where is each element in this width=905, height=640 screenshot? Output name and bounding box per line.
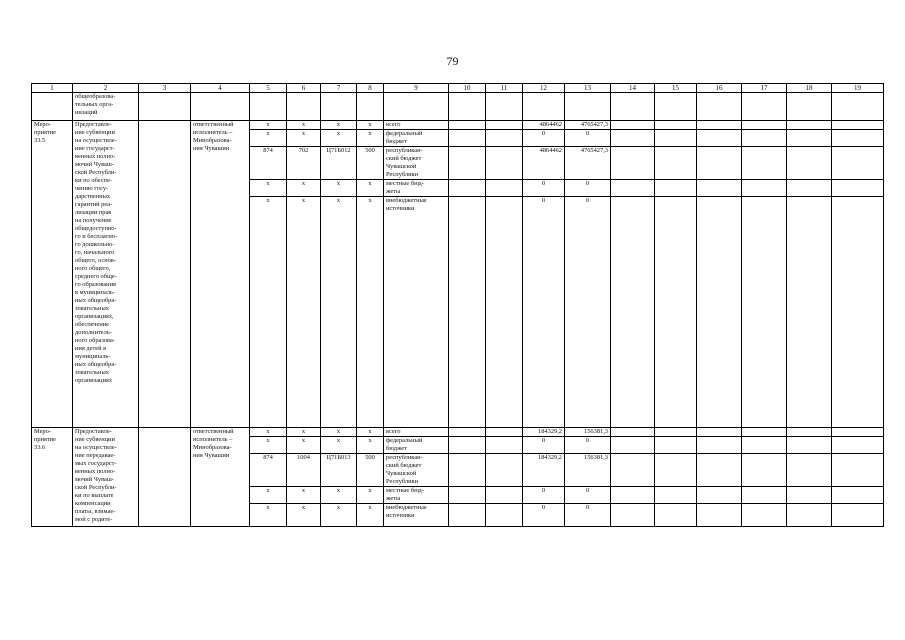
cell: x [250,121,287,130]
col-header: 13 [565,84,611,93]
cell: x [357,437,384,454]
col-header: 1 [32,84,73,93]
funding-source: внебюджетные источники [386,504,427,519]
table-row [32,121,884,130]
cell: 156381,3 [565,454,611,487]
cell: 4765427,3 [565,121,611,130]
cell: 0 [523,487,565,504]
cell: x [357,428,384,437]
cell: 500 [357,454,384,487]
table-row [32,428,884,437]
cell: 4864462 [523,147,565,180]
cell: 702 [287,147,321,180]
col-header: 4 [191,84,250,93]
col-header: 12 [523,84,565,93]
cell: 0 [523,504,565,527]
cell: 184329,2 [523,454,565,487]
cell: x [357,130,384,147]
cell: x [321,504,357,527]
cell: 0 [565,180,611,197]
measure-description: Предоставле- ние субвенции на осуществле- ние передавае- мых государст- венных полно- мочий Чуваш- ской Республи- ки по выплате компенсации платы, взимае- мой с родите- [75,428,117,523]
cell: x [321,197,357,428]
cell: 0 [523,197,565,428]
cell: x [287,437,321,454]
cell: 0 [565,130,611,147]
cell: x [321,428,357,437]
funding-source: местные бюд- жеты [386,180,424,195]
cell: 0 [565,197,611,428]
measure-code: Меро- приятие 33.6 [34,428,57,451]
cell: x [321,180,357,197]
cell: 500 [357,147,384,180]
cell: x [287,130,321,147]
cell: 184329,2 [523,428,565,437]
cell: x [357,197,384,428]
col-header: 3 [139,84,191,93]
cell: 874 [250,454,287,487]
cell: 156381,3 [565,428,611,437]
carry-text: общеобразова- тельных орга- низаций [75,93,116,116]
col-header: 17 [742,84,787,93]
cell: x [357,180,384,197]
funding-source: федеральный бюджет [386,130,423,145]
cell: x [250,504,287,527]
cell: x [250,487,287,504]
cell: x [250,437,287,454]
cell: x [321,130,357,147]
funding-source: внебюджетные источники [386,197,427,212]
program-table [31,83,884,527]
cell: x [287,180,321,197]
cell: 874 [250,147,287,180]
cell: x [287,428,321,437]
cell: x [321,487,357,504]
col-header: 15 [655,84,697,93]
col-header: 16 [697,84,742,93]
cell: 1004 [287,454,321,487]
cell: x [287,197,321,428]
col-header: 9 [384,84,449,93]
funding-source: республикан- ский бюджет Чувашской Республики [386,454,423,485]
col-header: 7 [321,84,357,93]
column-number-row [32,84,884,93]
cell: 4864462 [523,121,565,130]
funding-source: федеральный бюджет [386,437,423,452]
cell: 4765427,3 [565,147,611,180]
col-header: 6 [287,84,321,93]
cell: x [250,180,287,197]
cell: x [357,504,384,527]
col-header: 10 [449,84,486,93]
cell: x [357,121,384,130]
col-header: 5 [250,84,287,93]
cell: x [321,437,357,454]
carry-over-row [32,93,884,121]
page-number: 79 [446,54,459,68]
col-header: 8 [357,84,384,93]
cell: Ц71Б012 [321,147,357,180]
cell: x [321,121,357,130]
cell: x [357,487,384,504]
cell: 0 [565,437,611,454]
funding-source: местные бюд- жеты [386,487,424,502]
col-header: 19 [832,84,884,93]
cell: x [287,121,321,130]
cell: x [287,504,321,527]
cell: 0 [523,180,565,197]
col-header: 2 [73,84,139,93]
funding-source: всего [386,428,401,435]
col-header: 18 [787,84,832,93]
cell: 0 [565,487,611,504]
cell: x [250,130,287,147]
measure-description: Предоставле- ние субвенции на осуществле- ние государст- венных полно- мочий Чуваш- ской Республи- ки по обеспе- чению госу- дарственных гарантий реа- лизации прав на получение общедоступно- го и бесплатно- го дошкольно- го, начального общего, основ- ного общего, среднего обще- го образования в муниципаль- ных общеобра- зовательных организациях, обеспечение дополнитель- ного образова- ния детей в муниципаль- ных общеобра- зовательных организациях [75,121,118,384]
cell: 0 [565,504,611,527]
cell: x [287,487,321,504]
measure-code: Меро- приятие 33.5 [34,121,57,144]
measure-executor: ответственный исполнитель – Минобразова- ния Чувашии [193,428,234,459]
funding-source: всего [386,121,401,128]
col-header: 11 [486,84,523,93]
funding-source: республикан- ский бюджет Чувашской Республики [386,147,423,178]
cell: x [250,197,287,428]
measure-executor: ответственный исполнитель – Минобразова- ния Чувашии [193,121,234,152]
cell: 0 [523,437,565,454]
cell: x [250,428,287,437]
cell: 0 [523,130,565,147]
col-header: 14 [611,84,655,93]
cell: Ц71Б013 [321,454,357,487]
